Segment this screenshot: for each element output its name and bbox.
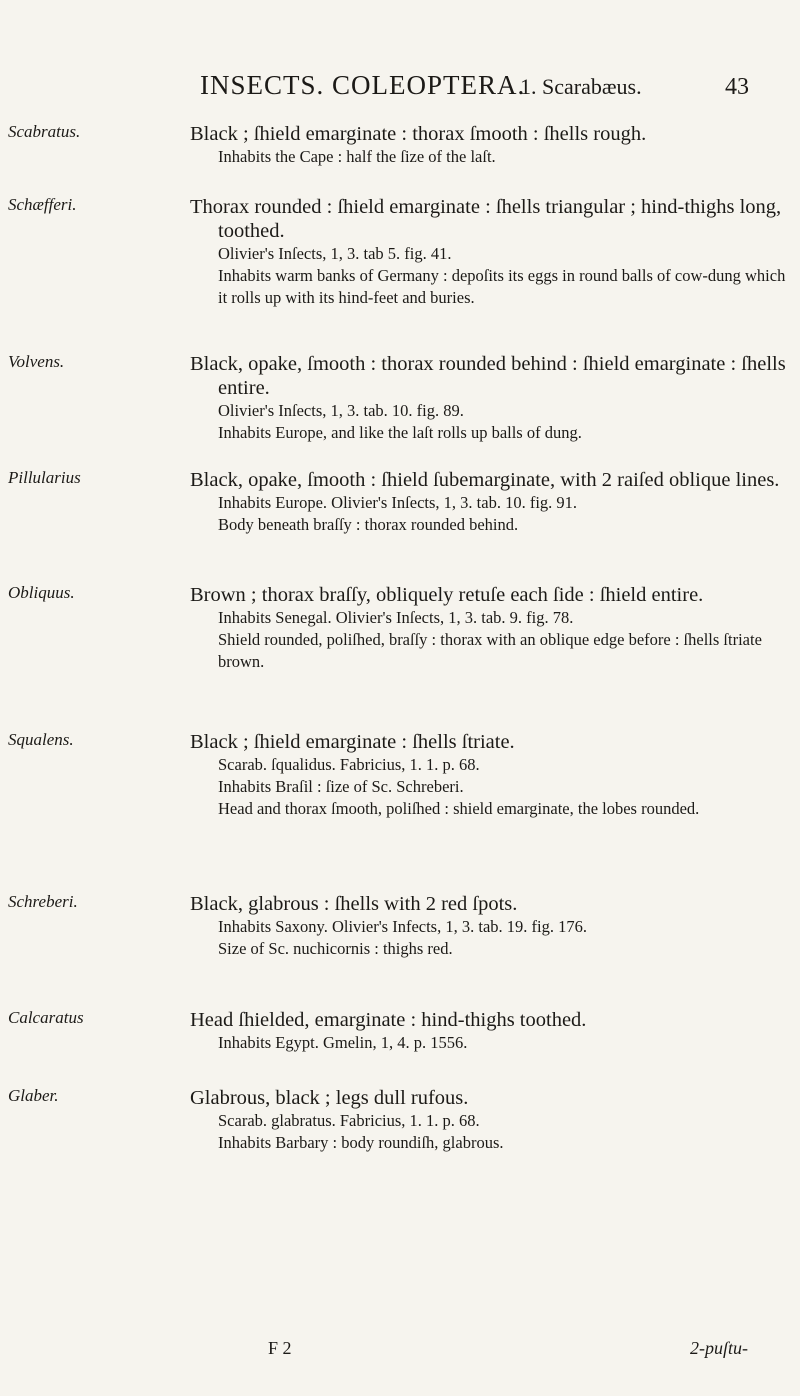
entry-line: Scarab. glabratus. Fabricius, 1. 1. p. 68. [218, 1111, 480, 1130]
species-description: Black, opake, ſmooth : thorax rounded behind : ſhield emarginate : ſhells entire. [190, 353, 786, 399]
entry-line: Inhabits the Cape : half the ſize of the laſt. [218, 147, 496, 166]
entry-line: Scarab. ſqualidus. Fabricius, 1. 1. p. 68. [218, 755, 480, 774]
entry-line: Inhabits Braſil : ſize of Sc. Schreberi. [218, 777, 464, 796]
entry-line: Inhabits Europe, and like the laſt rolls up balls of dung. [218, 423, 582, 442]
species-name: Squalens. [8, 730, 74, 749]
species-name: Pillularius [8, 468, 81, 487]
species-description: Black ; ſhield emarginate : thorax ſmooth : ſhells rough. [190, 123, 647, 145]
species-name: Schreberi. [8, 892, 78, 911]
species-description: Thorax rounded : ſhield emarginate : ſhells triangular ; hind-thighs long, toothed. [190, 196, 782, 242]
species-name: Calcaratus [8, 1008, 84, 1027]
species-name: Volvens. [8, 352, 65, 371]
entry-line: Olivier's Inſects, 1, 3. tab 5. fig. 41. [218, 244, 452, 263]
entry-line: Inhabits Barbary : body roundiſh, glabrous. [218, 1133, 504, 1152]
entry-line: Olivier's Inſects, 1, 3. tab. 10. fig. 89. [218, 401, 464, 420]
species-description: Black, opake, ſmooth : ſhield ſubemarginate, with 2 raiſed oblique lines. [190, 469, 780, 491]
page-title: INSECTS. COLEOPTERA. [200, 70, 526, 100]
species-description: Black, glabrous : ſhells with 2 red ſpots. [190, 893, 518, 915]
species-description: Black ; ſhield emarginate : ſhells ſtriate. [190, 731, 515, 753]
signature-mark: F 2 [268, 1338, 292, 1358]
page-footer [0, 1338, 800, 1368]
entry-line: Inhabits Senegal. Olivier's Inſects, 1, 3. tab. 9. fig. 78. [218, 608, 574, 627]
species-name: Glaber. [8, 1086, 59, 1105]
entry-line: Inhabits Egypt. Gmelin, 1, 4. p. 1556. [218, 1033, 468, 1052]
entry-line: Inhabits Saxony. Olivier's Infects, 1, 3. tab. 19. fig. 176. [218, 917, 587, 936]
species-description: Head ſhielded, emarginate : hind-thighs toothed. [190, 1009, 587, 1031]
entry-line: Size of Sc. nuchicornis : thighs red. [218, 939, 453, 958]
species-name: Schæfferi. [8, 195, 77, 214]
entry-line: Shield rounded, poliſhed, braſſy : thorax with an oblique edge before : ſhells ſtriate brown. [218, 630, 762, 671]
section-label: 1. Scarabæus. [520, 74, 642, 99]
entry-line: Inhabits warm banks of Germany : depoſits its eggs in round balls of cow-dung which it rolls up with its hind-feet and buries. [218, 266, 786, 307]
running-header [0, 62, 800, 102]
species-description: Brown ; thorax braſſy, obliquely retuſe each ſide : ſhield entire. [190, 584, 704, 606]
species-name: Scabratus. [8, 122, 81, 141]
page-number: 43 [725, 74, 749, 100]
entry-line: Head and thorax ſmooth, poliſhed : shield emarginate, the lobes rounded. [218, 799, 700, 818]
species-description: Glabrous, black ; legs dull rufous. [190, 1087, 469, 1109]
species-name: Obliquus. [8, 583, 75, 602]
entry-line: Body beneath braſſy : thorax rounded behind. [218, 515, 519, 534]
catchword: 2-puſtu- [690, 1338, 748, 1358]
entry-line: Inhabits Europe. Olivier's Inſects, 1, 3. tab. 10. fig. 91. [218, 493, 578, 512]
